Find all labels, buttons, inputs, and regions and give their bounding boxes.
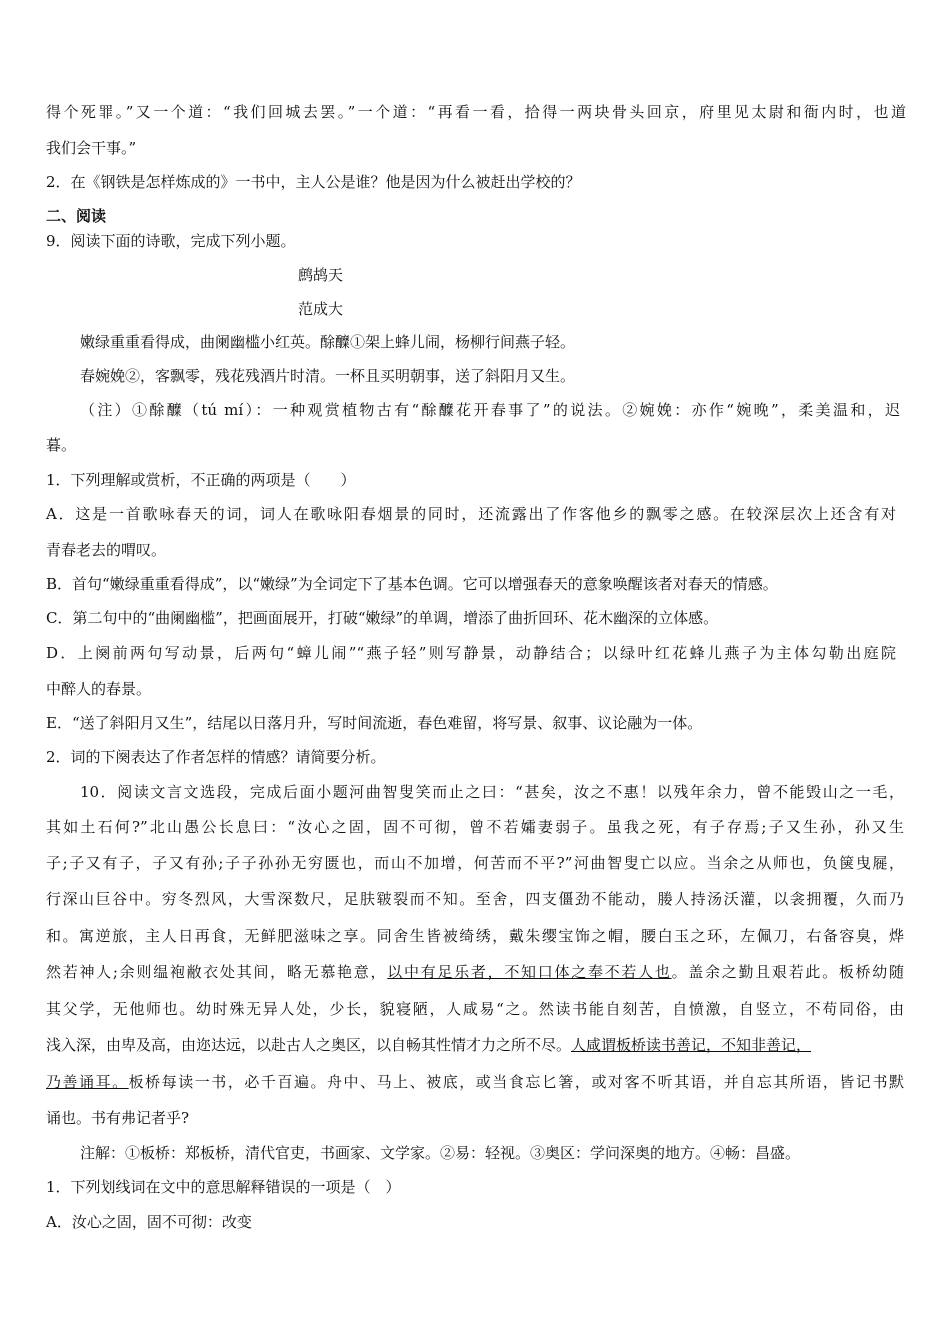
passage-line: [46, 1035, 904, 1055]
option-a: A．这是一首歌咏春天的词，词人在歌咏阳春烟景的同时，还流露出了作客他乡的飘零之感。在较深层次上还含有对: [46, 505, 896, 523]
underlined-sentence: 乃善诵耳。: [46, 1073, 129, 1091]
poem-note: 暮。: [46, 436, 77, 454]
option-a: A．汝心之固，固不可彻：改变: [46, 1213, 252, 1231]
passage-line: 其如土石何?”北山愚公长息曰：“汝心之固，固不可彻，曾不若孀妻弱子。虽我之死，有子存焉;子又生孙，孙又生: [46, 818, 904, 836]
poem-line: 春婉娩②，客飘零，残花残酒片时清。一杯且买明朝事，送了斜阳月又生。: [80, 367, 576, 385]
question-9: 9．阅读下面的诗歌，完成下列小题。: [46, 232, 296, 250]
sub-question: 1．下列理解或赏析，不正确的两项是（ ）: [46, 471, 356, 489]
passage-line: [46, 962, 904, 982]
text-line: 得个死罪。”又一个道：“我们回城去罢。”一个道：“再看一看，拾得一两块骨头回京，府里见太尉和衙内时，也道: [46, 103, 906, 121]
poem-note: （注）①酴醾（tú mí）：一种观赏植物古有“酴醾花开春事了”的说法。②婉娩：亦作“婉晚”，柔美温和，迟: [80, 401, 900, 419]
passage-line: [46, 1072, 904, 1092]
passage-text: 然若神人;余则缊袍敝衣处其间，略无慕艳意，: [46, 963, 388, 981]
passage-line: 和。寓逆旅，主人日再食，无鲜肥滋味之享。同舍生皆被绮绣，戴朱缨宝饰之帽，腰白玉之环，左佩刀，右备容臭，烨: [46, 927, 904, 945]
poem-author: 范成大: [298, 300, 344, 318]
poem-line: 嫩绿重重看得成，曲阑幽槛小红英。酴醾①架上蜂儿闹，杨柳行间燕子轻。: [80, 333, 576, 351]
section-heading: 二、阅读: [46, 207, 107, 225]
option-c: C．第二句中的“曲阑幽槛”，把画面展开，打破“嫩绿”的单调，增添了曲折回环、花木幽深的立体感。: [46, 609, 719, 627]
option-d: 中醉人的春景。: [46, 680, 152, 698]
underlined-sentence: 人咸谓板桥读书善记，不知非善记，: [571, 1036, 812, 1054]
text-line: 我们会干事。”: [46, 139, 137, 157]
passage-text: 板桥每读一书，必千百遍。舟中、马上、被底，或当食忘匕箸，或对客不听其语，并自忘其所语，皆记书默: [128, 1073, 904, 1091]
option-b: B．首句“嫩绿重重看得成”，以“嫩绿”为全词定下了基本色调。它可以增强春天的意象唤醒该者对春天的情感。: [46, 575, 778, 593]
passage-line: 子;子又有子，子又有孙;子子孙孙无穷匮也，而山不加增，何苦而不平?”河曲智叟亡以应。当余之从师也，负箧曳屣，: [46, 854, 904, 872]
option-e: E．“送了斜阳月又生”，结尾以日落月升，写时间流逝，春色难留，将写景、叙事、议论融为一体。: [46, 714, 703, 732]
question-2: 2．在《钢铁是怎样炼成的》一书中，主人公是谁？他是因为什么被赶出学校的？: [46, 173, 581, 191]
passage-line: 诵也。书有弗记者乎?: [46, 1109, 190, 1127]
passage-line: 行深山巨谷中。穷冬烈风，大雪深数尺，足肤皲裂而不知。至舍，四支僵劲不能动，媵人持汤沃灌，以衾拥覆，久而乃: [46, 890, 904, 908]
option-d: D．上阕前两句写动景，后两句“蟑儿闹”“燕子轻”则写静景，动静结合；以绿叶红花蜂儿燕子为主体勾勒出庭院: [46, 644, 896, 662]
sub-question: 1．下列划线词在文中的意思解释错误的一项是（ ）: [46, 1178, 401, 1196]
passage-line: 10．阅读文言文选段，完成后面小题河曲智叟笑而止之曰：“甚矣，汝之不惠！以残年余力，曾不能毁山之一毛，: [80, 783, 904, 801]
passage-line: 其父学，无他师也。幼时殊无异人处，少长，貌寝陋，人咸易“之。然读书能自刻苦，自愤激，自竖立，不苟同俗，由: [46, 1000, 904, 1018]
sub-question: 2．词的下阕表达了作者怎样的情感？请简要分析。: [46, 748, 386, 766]
passage-text: 浅入深，由卑及高，由迩达远，以赴古人之奥区，以自畅其性情才力之所不尽。: [46, 1036, 572, 1054]
passage-text: 。盖余之勤且艰若此。板桥幼随: [671, 963, 904, 981]
underlined-sentence: 以中有足乐者，不知口体之奉不若人也: [387, 963, 672, 981]
poem-title: 鹧鸪天: [298, 266, 344, 284]
passage-note: 注解：①板桥：郑板桥，清代官吏，书画家、文学家。②易：轻视。③奥区：学问深奥的地方。④畅：昌盛。: [80, 1144, 801, 1162]
option-a: 青春老去的喟叹。: [46, 541, 167, 559]
